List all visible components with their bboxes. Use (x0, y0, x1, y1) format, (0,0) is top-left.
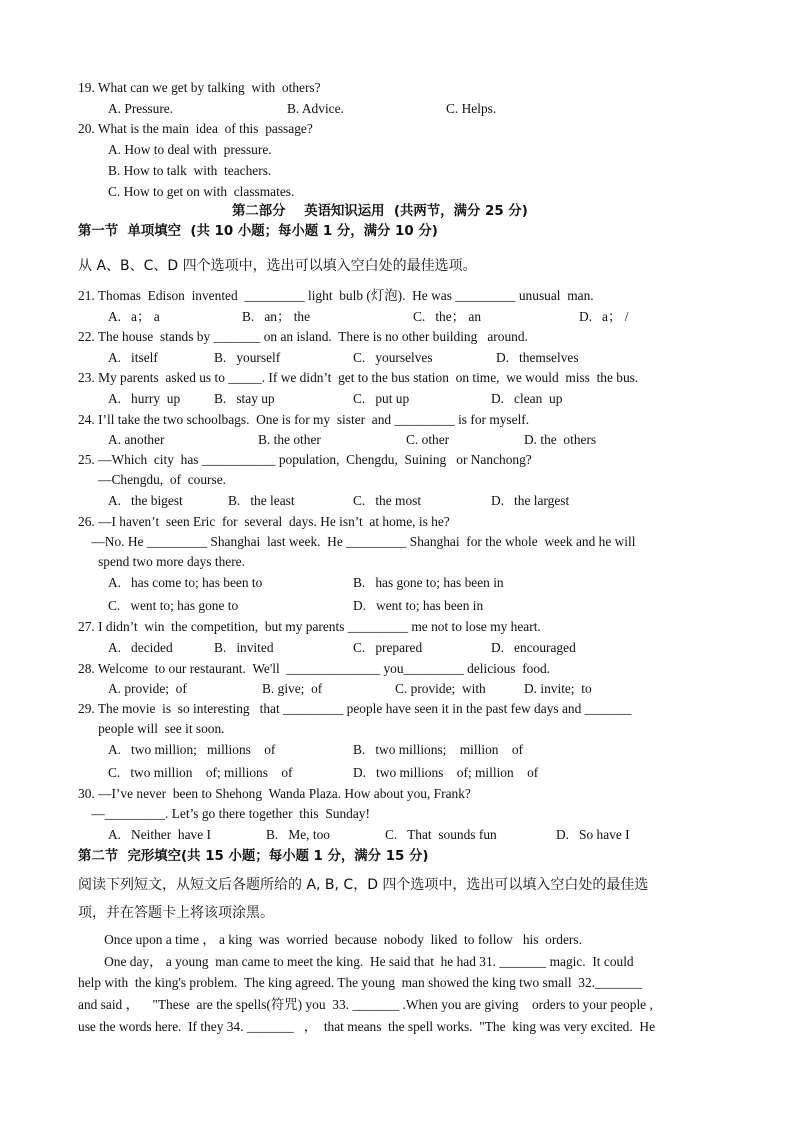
passage-line-5: use the words here. If they 34. _______ ， that means the spell works. "The king was very excited. He (78, 1019, 656, 1034)
section2-instruction-line-2: 项，并在答题卡上将该项涂黑。 (78, 905, 274, 921)
q24-option-b: B. the other (258, 432, 321, 447)
q30-option-b: B. Me, too (266, 827, 330, 842)
q25-line-2: —Chengdu, of course. (78, 472, 227, 487)
q28-option-b: B. give; of (262, 681, 323, 696)
q23-option-b: B. stay up (214, 391, 275, 406)
q21-option-a: A. a； a (108, 309, 160, 324)
q19-stem: 19. What can we get by talking with others? (78, 80, 321, 95)
q25-option-b: B. the least (228, 493, 295, 508)
q29-option-b: B. two millions; million of (353, 742, 523, 757)
q23-stem: 23. My parents asked us to _____. If we didn’t get to the bus station on time, we would miss the bus. (78, 370, 639, 385)
q30-option-d: D. So have I (556, 827, 630, 842)
q22-stem: 22. The house stands by _______ on an island. There is no other building around. (78, 329, 528, 344)
q19-option-a: A. Pressure. (108, 101, 174, 116)
q19-option-b: B. Advice. (287, 101, 344, 116)
q24-option-c: C. other (406, 432, 450, 447)
q29-option-a: A. two million; millions of (108, 742, 276, 757)
q20-option-a: A. How to deal with pressure. (108, 142, 272, 157)
q27-option-c: C. prepared (353, 640, 423, 655)
q23-option-c: C. put up (353, 391, 410, 406)
section1-title: 第一节 单项填空 (共 10 小题；每小题 1 分，满分 10 分) (78, 224, 438, 239)
q29-option-c: C. two million of; millions of (108, 765, 293, 780)
q28-option-d: D. invite; to (524, 681, 592, 696)
q26-line-2: —No. He _________ Shanghai last week. He _________ Shanghai for the whole week and he will (78, 534, 636, 549)
q26-option-b: B. has gone to; has been in (353, 575, 504, 590)
q20-option-c: C. How to get on with classmates. (108, 184, 295, 199)
q20-stem: 20. What is the main idea of this passage? (78, 121, 313, 136)
q25-option-c: C. the most (353, 493, 422, 508)
q30-option-a: A. Neither have I (108, 827, 211, 842)
q27-stem: 27. I didn’t win the competition, but my parents _________ me not to lose my heart. (78, 619, 541, 634)
q26-option-c: C. went to; has gone to (108, 598, 239, 613)
q30-option-c: C. That sounds fun (385, 827, 497, 842)
q24-stem: 24. I’ll take the two schoolbags. One is for my sister and _________ is for myself. (78, 412, 530, 427)
q29-option-d: D. two millions of; million of (353, 765, 539, 780)
q25-option-a: A. the bigest (108, 493, 183, 508)
q27-option-b: B. invited (214, 640, 274, 655)
q30-line-2: —_________. Let’s go there together this Sunday! (78, 806, 370, 821)
section2-title: 第二节 完形填空(共 15 小题；每小题 1 分，满分 15 分) (78, 849, 429, 864)
q26-stem: 26. —I haven’t seen Eric for several days. He isn’t at home, is he? (78, 514, 450, 529)
passage-line-3: help with the king's problem. The king agreed. The young man showed the king two small 32._______ (78, 975, 642, 990)
q30-stem: 30. —I’ve never been to Shehong Wanda Plaza. How about you, Frank? (78, 786, 471, 801)
q27-option-a: A. decided (108, 640, 173, 655)
q22-option-b: B. yourself (214, 350, 281, 365)
section1-instruction: 从 A、B、C、D 四个选项中，选出可以填入空白处的最佳选项。 (78, 258, 477, 274)
passage-line-2: One day， a young man came to meet the king. He said that he had 31. _______ magic. It could (84, 954, 634, 969)
passage-line-1: Once upon a time ， a king was worried because nobody liked to follow his orders. (84, 932, 582, 947)
q28-stem: 28. Welcome to our restaurant. We'll ______________ you_________ delicious food. (78, 661, 551, 676)
q22-option-d: D. themselves (496, 350, 579, 365)
q21-option-b: B. an； the (242, 309, 311, 324)
q21-option-d: D. a； / (579, 309, 629, 324)
q29-stem: 29. The movie is so interesting that _________ people have seen it in the past few days and _______ (78, 701, 632, 716)
q20-option-b: B. How to talk with teachers. (108, 163, 272, 178)
q23-option-d: D. clean up (491, 391, 563, 406)
q26-line-3: spend two more days there. (78, 554, 245, 569)
q26-option-a: A. has come to; has been to (108, 575, 263, 590)
part2-title: 第二部分 英语知识运用 (共两节，满分 25 分) (232, 204, 528, 219)
q21-stem: 21. Thomas Edison invented _________ light bulb (灯泡). He was _________ unusual man. (78, 288, 594, 303)
q21-option-c: C. the； an (413, 309, 482, 324)
q23-option-a: A. hurry up (108, 391, 181, 406)
q22-option-c: C. yourselves (353, 350, 433, 365)
q25-option-d: D. the largest (491, 493, 570, 508)
q28-option-a: A. provide; of (108, 681, 187, 696)
q19-option-c: C. Helps. (446, 101, 497, 116)
q27-option-d: D. encouraged (491, 640, 576, 655)
q29-line-2: people will see it soon. (78, 721, 225, 736)
q24-option-d: D. the others (524, 432, 597, 447)
section2-instruction-line-1: 阅读下列短文，从短文后各题所给的 A, B, C，D 四个选项中，选出可以填入空白处的最佳选 (78, 877, 649, 893)
passage-line-4: and said ， "These are the spells(符咒) you 33. _______ .When you are giving orders to your people , (78, 997, 653, 1012)
q26-option-d: D. went to; has been in (353, 598, 484, 613)
q28-option-c: C. provide; with (395, 681, 486, 696)
q25-stem: 25. —Which city has ___________ population, Chengdu, Suining or Nanchong? (78, 452, 532, 467)
q22-option-a: A. itself (108, 350, 158, 365)
q24-option-a: A. another (108, 432, 165, 447)
